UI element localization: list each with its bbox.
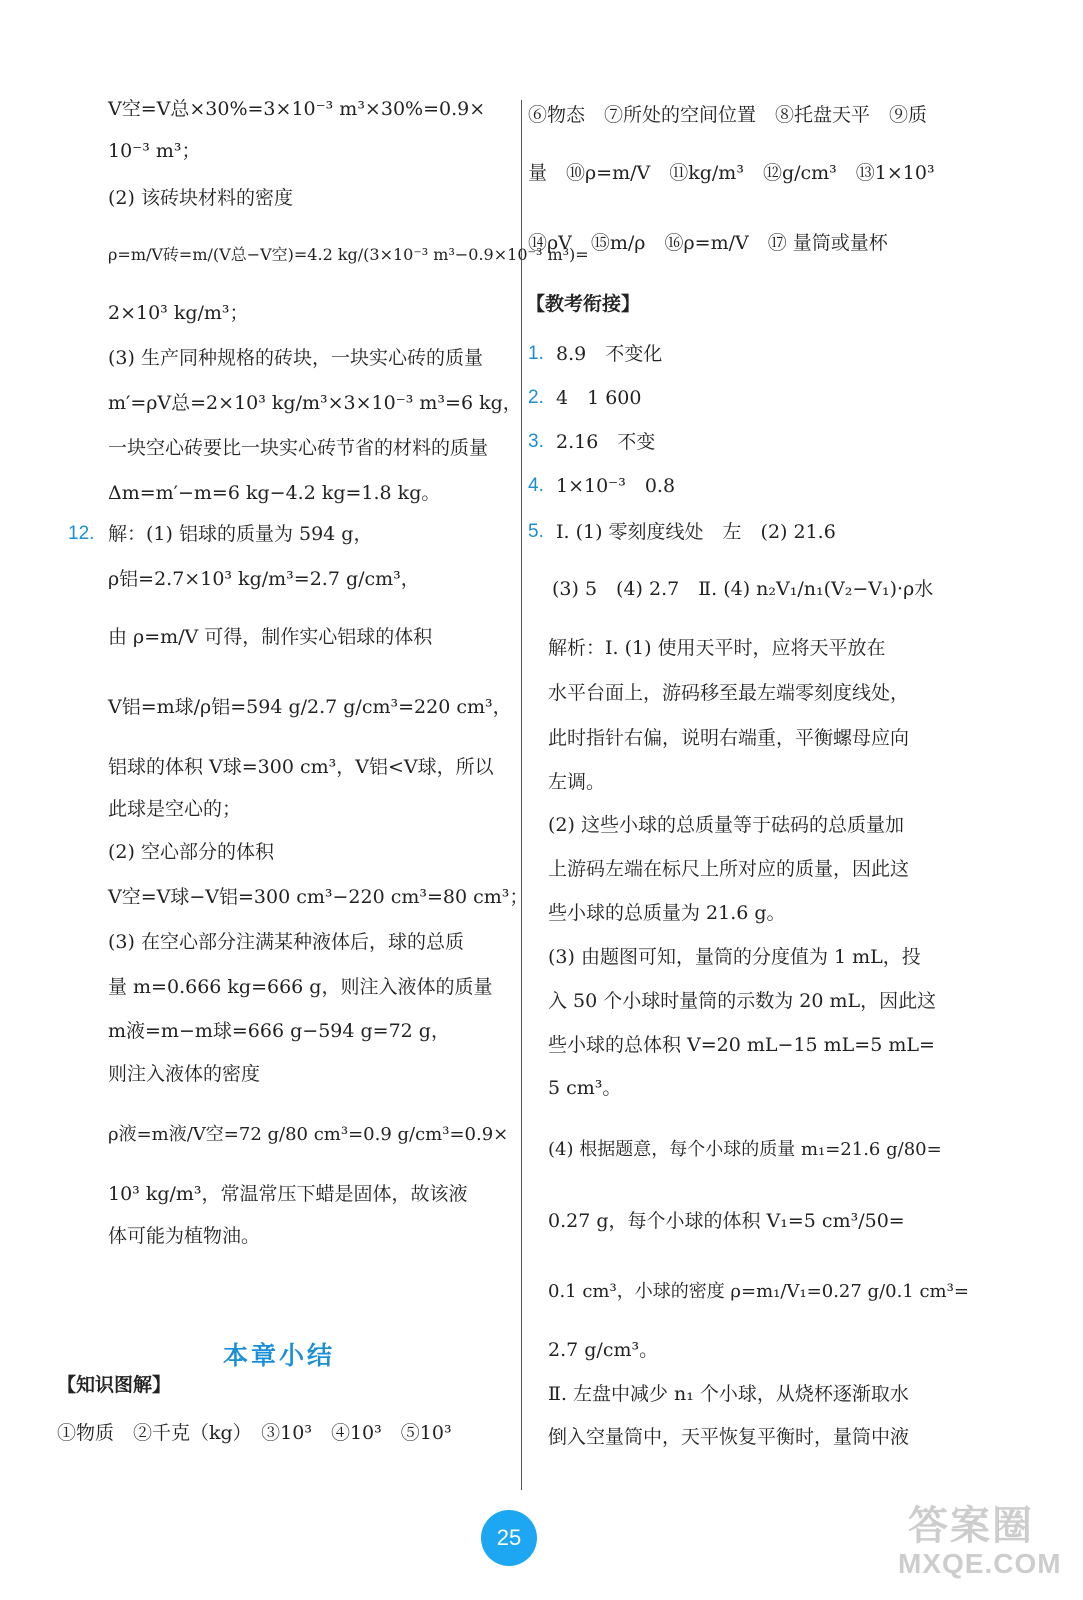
right-line-5: 水平台面上，游码移至最左端零刻度线处，: [548, 682, 910, 704]
right-line-1: ⑥物态 ⑦所处的空间位置 ⑧托盘天平 ⑨质: [528, 104, 928, 126]
right-line-8: (2) 这些小球的总质量等于砝码的总质量加: [548, 814, 904, 836]
link-header: 【教考衔接】: [526, 293, 641, 315]
right-line-2: 量 ⑩ρ=m/V ⑪kg/m³ ⑫g/cm³ ⑬1×10³: [528, 162, 935, 184]
left-line-20: m液=m−m球=666 g−594 g=72 g，: [108, 1020, 450, 1042]
watermark-top-text: 答案圈: [908, 1503, 1034, 1549]
left-line-7: m′=ρV总=2×10³ kg/m³×3×10⁻³ m³=6 kg，: [108, 392, 522, 414]
left-line-2: 10⁻³ m³；: [108, 140, 201, 162]
right-line-13: 些小球的总体积 V=20 mL−15 mL=5 mL=: [548, 1034, 935, 1056]
left-line-1: V空=V总×30%=3×10⁻³ m³×30%=0.9×: [108, 98, 486, 120]
left-line-4: ρ=m/V砖=m/(V总−V空)=4.2 kg/(3×10⁻³ m³−0.9×10⁻³ m³)=: [108, 245, 589, 264]
answer-1: 8.9 不变化: [556, 343, 663, 365]
answer-2: 4 1 600: [556, 387, 642, 409]
answer-5-continued: (3) 5 (4) 2.7 Ⅱ. (4) n₂V₁/n₁(V₂−V₁)·ρ水: [552, 578, 934, 600]
left-line-18: (3) 在空心部分注满某种液体后，球的总质: [108, 931, 464, 953]
answer-4: 1×10⁻³ 0.8: [556, 475, 676, 497]
answer-4-number: 4.: [528, 475, 544, 496]
answer-2-number: 2.: [528, 387, 544, 408]
right-line-15: (4) 根据题意，每个小球的质量 m₁=21.6 g/80=: [548, 1139, 942, 1160]
left-line-19: 量 m=0.666 kg=666 g，则注入液体的质量: [108, 976, 493, 998]
left-line-14: 铝球的体积 V球=300 cm³，V铝<V球，所以: [108, 756, 494, 778]
left-line-17: V空=V球−V铝=300 cm³−220 cm³=80 cm³；: [108, 886, 529, 908]
right-line-9: 上游码左端在标尺上所对应的质量，因此这: [548, 858, 910, 880]
right-line-4: 解析：Ⅰ. (1) 使用天平时，应将天平放在: [548, 637, 886, 659]
answer-5-number: 5.: [528, 521, 544, 542]
left-line-22: ρ液=m液/V空=72 g/80 cm³=0.9 g/cm³=0.9×: [108, 1124, 509, 1145]
left-line-9: Δm=m′−m=6 kg−4.2 kg=1.8 kg。: [108, 482, 441, 504]
left-line-6: (3) 生产同种规格的砖块，一块实心砖的质量: [108, 347, 483, 369]
left-line-10: 解：(1) 铝球的质量为 594 g，: [108, 523, 373, 545]
left-line-21: 则注入液体的密度: [108, 1063, 261, 1085]
right-line-17: 0.1 cm³，小球的密度 ρ=m₁/V₁=0.27 g/0.1 cm³=: [548, 1281, 969, 1302]
left-line-11: ρ铝=2.7×10³ kg/m³=2.7 g/cm³，: [108, 568, 420, 590]
right-line-11: (3) 由题图可知，量筒的分度值为 1 mL，投: [548, 946, 921, 968]
knowledge-header: 【知识图解】: [57, 1374, 172, 1396]
question-12-number: 12.: [68, 523, 95, 544]
right-line-7: 左调。: [548, 771, 606, 793]
watermark-bottom-text: MXQE.COM: [898, 1548, 1062, 1579]
left-line-13: V铝=m球/ρ铝=594 g/2.7 g/cm³=220 cm³，: [108, 696, 512, 718]
left-line-23: 10³ kg/m³，常温常压下蜡是固体，故该液: [108, 1183, 468, 1205]
right-line-18: 2.7 g/cm³。: [548, 1339, 659, 1361]
left-line-25: ①物质 ②千克（kg） ③10³ ④10³ ⑤10³: [57, 1422, 452, 1444]
left-line-24: 体可能为植物油。: [108, 1225, 261, 1247]
left-line-5: 2×10³ kg/m³；: [108, 302, 249, 324]
page-number-badge: 25: [481, 1510, 537, 1566]
left-line-15: 此球是空心的；: [108, 798, 242, 820]
answer-3-number: 3.: [528, 431, 544, 452]
left-line-16: (2) 空心部分的体积: [108, 841, 274, 863]
left-line-3: (2) 该砖块材料的密度: [108, 187, 293, 209]
right-line-20: 倒入空量筒中，天平恢复平衡时，量筒中液: [548, 1426, 910, 1448]
column-divider: [521, 100, 522, 1490]
watermark-logo: [898, 1494, 1074, 1590]
left-line-8: 一块空心砖要比一块实心砖节省的材料的质量: [108, 437, 489, 459]
right-line-19: Ⅱ. 左盘中减少 n₁ 个小球，从烧杯逐渐取水: [548, 1383, 909, 1405]
right-line-14: 5 cm³。: [548, 1077, 622, 1099]
right-line-3: ⑭ρV ⑮m/ρ ⑯ρ=m/V ⑰ 量筒或量杯: [528, 232, 888, 254]
answer-5: Ⅰ. (1) 零刻度线处 左 (2) 21.6: [556, 521, 836, 543]
chapter-summary-title: 本章小结: [223, 1342, 336, 1370]
answer-3: 2.16 不变: [556, 431, 656, 453]
right-line-12: 入 50 个小球时量筒的示数为 20 mL，因此这: [548, 990, 937, 1012]
left-line-12: 由 ρ=m/V 可得，制作实心铝球的体积: [108, 626, 433, 648]
right-line-6: 此时指针右偏，说明右端重，平衡螺母应向: [548, 727, 910, 749]
right-line-16: 0.27 g，每个小球的体积 V₁=5 cm³/50=: [548, 1210, 905, 1232]
answer-1-number: 1.: [528, 343, 544, 364]
right-line-10: 些小球的总质量为 21.6 g。: [548, 902, 786, 924]
